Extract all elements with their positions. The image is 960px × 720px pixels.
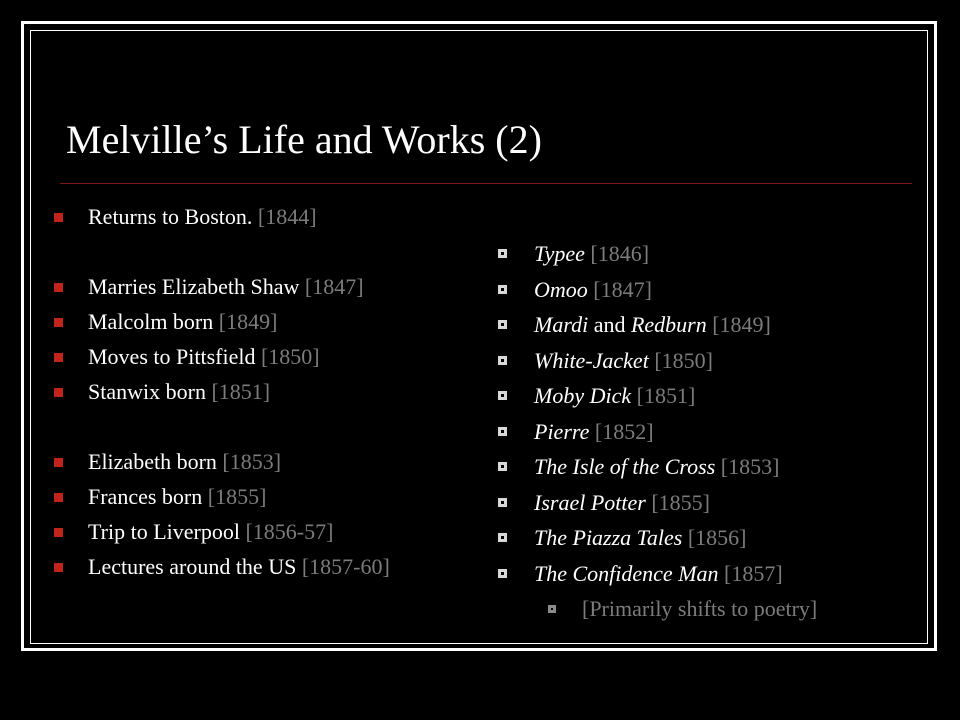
square-bullet-icon (498, 356, 507, 365)
work-year: [1846] (590, 241, 650, 266)
list-item (50, 269, 460, 304)
square-bullet-icon (498, 320, 507, 329)
works-note: [Primarily shifts to poetry] (582, 596, 818, 621)
work-title: The Confidence Man (534, 560, 719, 586)
work-title: Mardi (534, 312, 589, 337)
event-text: Trip to Liverpool (88, 519, 240, 544)
work-title: Israel Potter (534, 489, 646, 515)
event-year: [1853] (222, 449, 282, 474)
event-text: Lectures around the US (88, 554, 297, 579)
list-item (498, 378, 928, 414)
list-item (50, 374, 460, 409)
event-year: [1847] (304, 274, 364, 299)
square-bullet-icon (498, 285, 507, 294)
list-item (50, 304, 460, 339)
square-bullet-icon (548, 605, 556, 613)
list-item (498, 236, 928, 272)
event-text: Moves to Pittsfield (88, 344, 256, 369)
event-text: Frances born (88, 484, 203, 509)
square-bullet-icon (54, 353, 63, 362)
list-item (498, 272, 928, 308)
square-bullet-icon (498, 391, 507, 400)
slide-title: Melville’s Life and Works (2) (66, 117, 542, 162)
list-item (498, 414, 928, 450)
work-title: Typee (534, 241, 585, 266)
work-title: White-Jacket (534, 347, 649, 373)
event-year: [1844] (257, 204, 317, 229)
square-bullet-icon (498, 427, 507, 436)
square-bullet-icon (54, 213, 63, 222)
work-title: Moby Dick (534, 383, 632, 408)
work-year: [1853] (720, 454, 780, 479)
event-year: [1855] (207, 484, 267, 509)
works-note-item (498, 591, 928, 627)
square-bullet-icon (498, 498, 507, 507)
square-bullet-icon (498, 249, 507, 258)
work-year: [1849] (712, 312, 771, 337)
list-item (498, 556, 928, 592)
title-divider (60, 183, 912, 184)
work-title-second: Redburn (630, 312, 707, 337)
work-year: [1847] (593, 276, 652, 302)
work-year: [1850] (654, 347, 713, 373)
list-item (498, 343, 928, 379)
list-item (50, 339, 460, 374)
work-year: [1855] (651, 489, 710, 515)
square-bullet-icon (498, 462, 507, 471)
work-title: Pierre (534, 418, 590, 444)
list-item (50, 479, 460, 514)
event-text: Marries Elizabeth Shaw (88, 274, 300, 299)
square-bullet-icon (54, 283, 63, 292)
event-year: [1851] (211, 379, 271, 404)
work-year: [1856] (687, 525, 747, 550)
square-bullet-icon (54, 528, 63, 537)
work-title: The Piazza Tales (534, 525, 683, 550)
work-year: [1852] (594, 418, 654, 444)
square-bullet-icon (54, 318, 63, 327)
list-item (498, 449, 928, 485)
work-year: [1851] (636, 383, 696, 408)
work-title: Omoo (534, 276, 588, 302)
square-bullet-icon (54, 458, 63, 467)
square-bullet-icon (54, 388, 63, 397)
life-events-list (50, 199, 460, 584)
square-bullet-icon (54, 493, 63, 502)
event-year: [1857-60] (301, 554, 390, 579)
event-year: [1849] (218, 309, 278, 334)
list-item (50, 549, 460, 584)
square-bullet-icon (498, 533, 507, 542)
work-title: The Isle of the Cross (534, 454, 716, 479)
list-item (498, 520, 928, 556)
event-text: Returns to Boston. (88, 204, 253, 229)
work-connector: and (593, 312, 626, 337)
list-item (50, 199, 460, 234)
event-text: Elizabeth born (88, 449, 217, 474)
square-bullet-icon (498, 569, 507, 578)
event-text: Stanwix born (88, 379, 206, 404)
works-list (498, 236, 928, 627)
list-item (50, 514, 460, 549)
event-year: [1850] (260, 344, 320, 369)
event-year: [1856-57] (245, 519, 334, 544)
square-bullet-icon (54, 563, 63, 572)
event-text: Malcolm born (88, 309, 214, 334)
list-item (498, 485, 928, 521)
list-item (498, 307, 928, 343)
work-year: [1857] (724, 560, 783, 586)
list-item (50, 444, 460, 479)
